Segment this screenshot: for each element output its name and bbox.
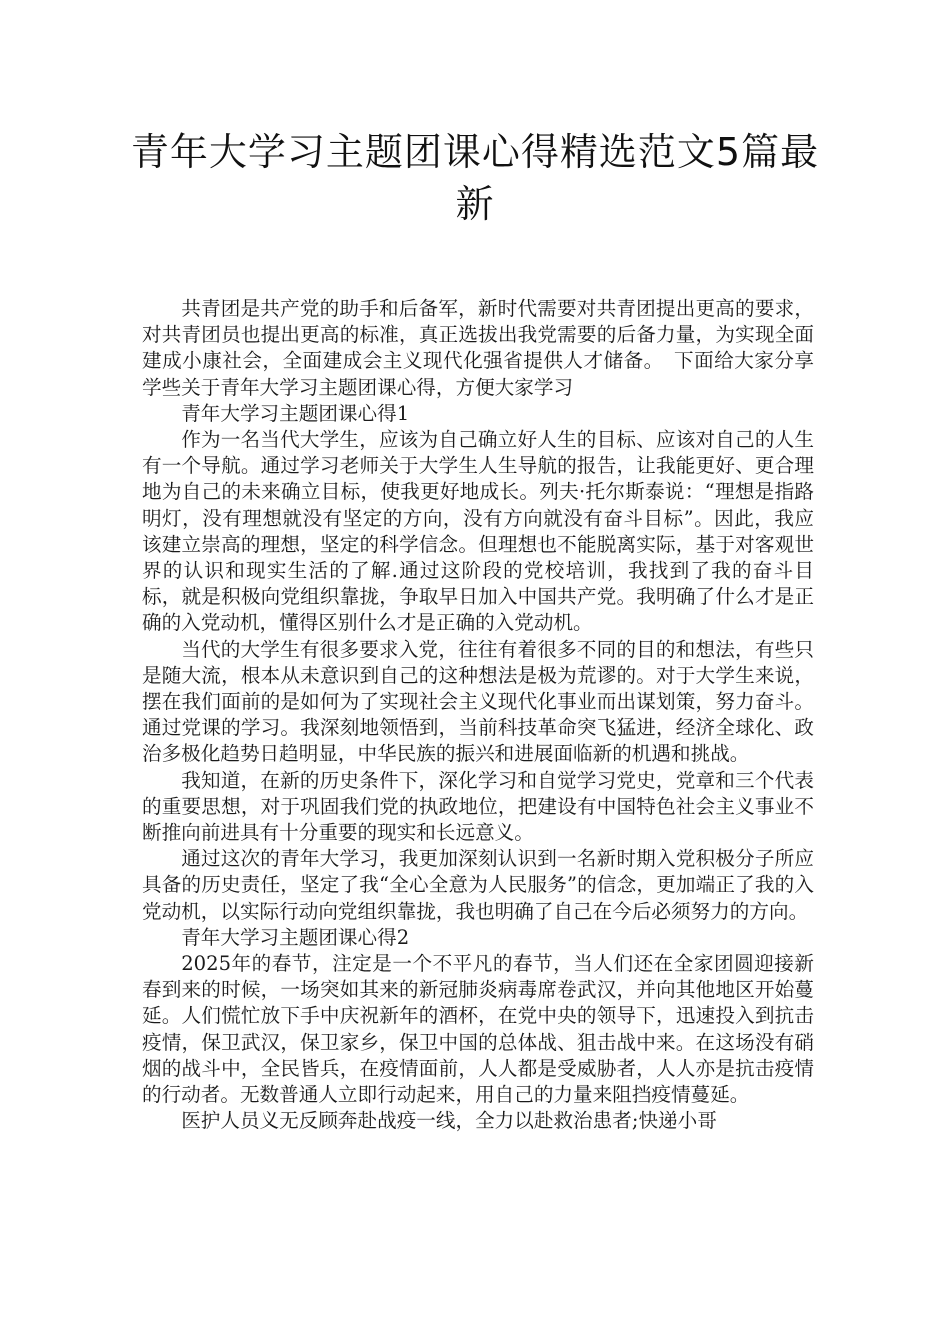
section-heading-2: 青年大学习主题团课心得2 [181, 925, 410, 949]
document-body [142, 296, 814, 1135]
section-heading-1: 青年大学习主题团课心得1 [181, 401, 410, 425]
body-paragraph: 当代的大学生有很多要求入党，往往有着很多不同的目的和想法，有些只是随大流，根本从未意识到自己的这种想法是极为荒谬的。对于大学生来说，摆在我们面前的是如何为了实现社会主义现代化事业而出谋划策，努力奋斗。通过党课的学习。我深刻地领悟到，当前科技革命突飞猛进，经济全球化、政治多极化趋势日趋明显，中华民族的振兴和进展面临新的机遇和挑战。 [142, 637, 814, 766]
body-paragraph: 2025年的春节，注定是一个不平凡的春节，当人们还在全家团圆迎接新春到来的时候，一场突如其来的新冠肺炎病毒席卷武汉，并向其他地区开始蔓延。人们慌忙放下手中庆祝新年的酒杯，在党中央的领导下，迅速投入到抗击疫情，保卫武汉，保卫家乡，保卫中国的总体战、狙击战中来。在这场没有硝烟的战斗中，全民皆兵，在疫情面前，人人都是受威胁者，人人亦是抗击疫情的行动者。无数普通人立即行动起来，用自己的力量来阻挡疫情蔓延。 [142, 952, 814, 1107]
body-paragraph: 通过这次的青年大学习，我更加深刻认识到一名新时期入党积极分子所应具备的历史责任，坚定了我“全心全意为人民服务”的信念，更加端正了我的入党动机，以实际行动向党组织靠拢，我也明确了自己在今后必须努力的方向。 [142, 847, 814, 923]
body-paragraph: 我知道，在新的历史条件下，深化学习和自觉学习党史，党章和三个代表的重要思想，对于巩固我们党的执政地位，把建设有中国特色社会主义事业不断推向前进具有十分重要的现实和长远意义。 [142, 768, 814, 845]
body-paragraph: 作为一名当代大学生，应该为自己确立好人生的目标、应该对自己的人生有一个导航。通过学习老师关于大学生人生导航的报告，让我能更好、更合理地为自己的未来确立目标，使我更好地成长。列夫·托尔斯泰说：“理想是指路明灯，没有理想就没有坚定的方向，没有方向就没有奋斗目标”。因此，我应该建立崇高的理想，坚定的科学信念。但理想也不能脱离实际，基于对客观世界的认识和现实生活的了解.通过这阶段的党校培训，我找到了我的奋斗目标，就是积极向党组织靠拢，争取早日加入中国共产党。我明确了什么才是正确的入党动机，懂得区别什么才是正确的入党动机。 [142, 428, 814, 635]
intro-paragraph: 共青团是共产党的助手和后备军，新时代需要对共青团提出更高的要求，对共青团员也提出更高的标准，真正选拔出我党需要的后备力量，为实现全面建成小康社会，全面建成会主义现代化强省提供人才储备。 下面给大家分享学些关于青年大学习主题团课心得，方便大家学习 [142, 297, 814, 399]
document-title: 青年大学习主题团课心得精选范文5篇最新 [130, 130, 820, 226]
body-paragraph: 医护人员义无反顾奔赴战疫一线，全力以赴救治患者;快递小哥 [181, 1109, 717, 1133]
